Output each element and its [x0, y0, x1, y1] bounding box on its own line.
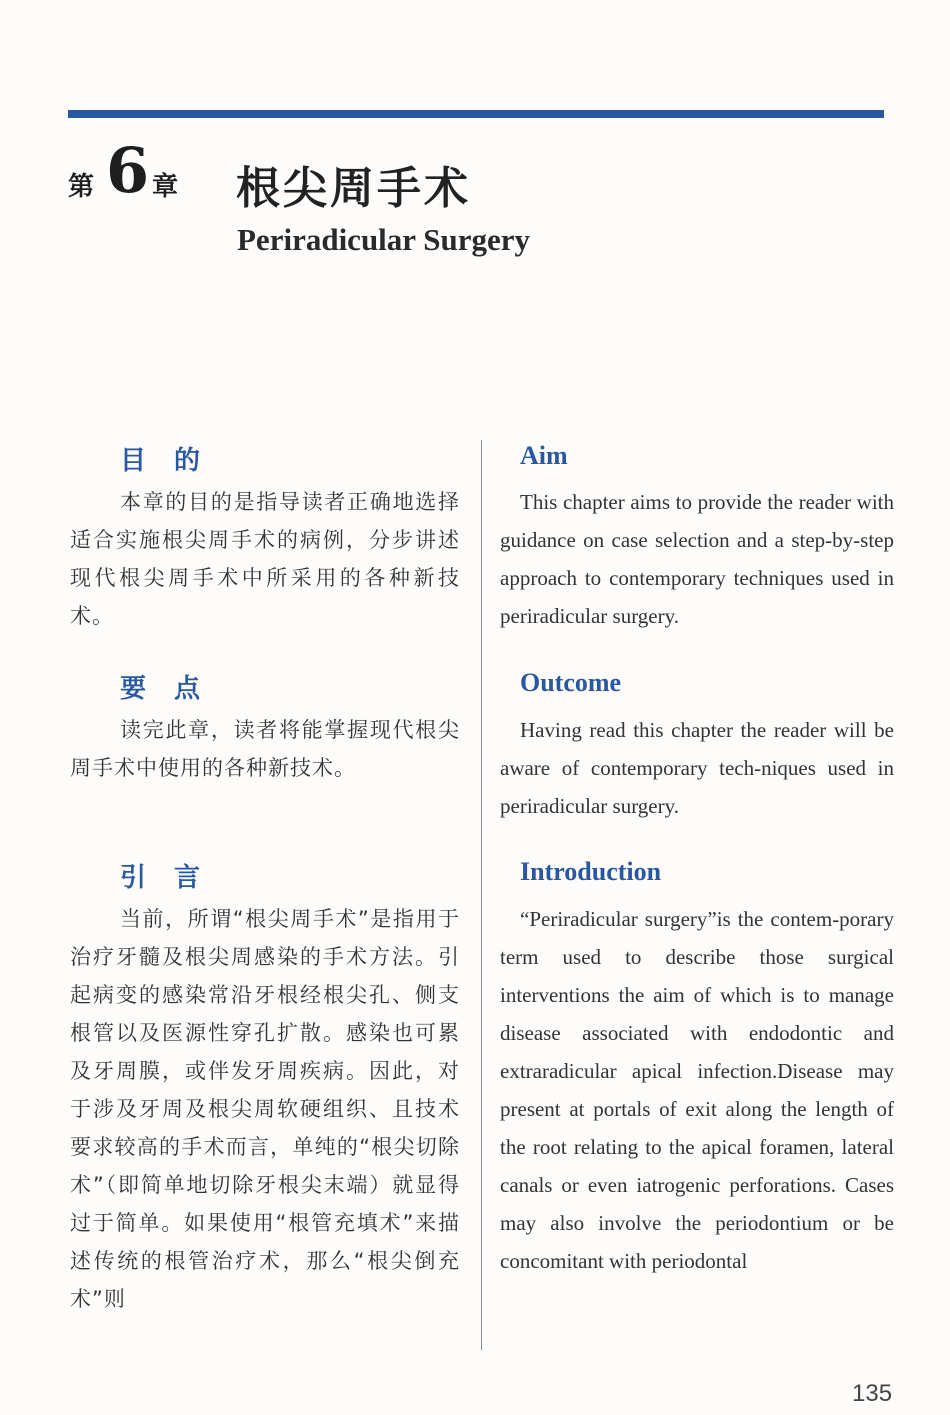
aim-body-cn: 本章的目的是指导读者正确地选择适合实施根尖周手术的病例，分步讲述现代根尖周手术中所采用的各种新技术。 — [70, 490, 460, 628]
column-divider — [481, 440, 482, 1350]
outcome-heading-en: Outcome — [520, 668, 622, 697]
chapter-suffix: 章 — [152, 172, 179, 202]
aim-heading-en: Aim — [520, 441, 568, 470]
page-number: 135 — [852, 1380, 893, 1407]
introduction-heading-cn: 引言 — [120, 863, 229, 893]
chapter-title-en: Periradicular Surgery — [237, 222, 531, 257]
outcome-body-en: Having read this chapter the reader will be aware of contemporary tech-niques used in periradicular surgery. — [500, 718, 894, 818]
chapter-top-rule — [68, 110, 884, 118]
chapter-number: 6 — [106, 134, 150, 207]
chapter-header — [68, 134, 868, 230]
introduction-body-en: “Periradicular surgery”is the contem-porary term used to describe those surgical interventions the aim of which is to manage disease associated with endodontic and extraradicular apical infection.Disease may present at portals of exit along the length of the root relating to the apical foramen, lateral canals or even iatrogenic perforations. Cases may also involve the periodontium or be concomitant with periodontal — [500, 907, 894, 1273]
chapter-title-cn: 根尖周手术 — [236, 163, 471, 214]
chapter-prefix: 第 — [68, 172, 95, 202]
outcome-body-cn: 读完此章，读者将能掌握现代根尖周手术中使用的各种新技术。 — [70, 718, 460, 780]
aim-body-en: This chapter aims to provide the reader with guidance on case selection and a step-by-step approach to contemporary techniques used in periradicular surgery. — [500, 490, 894, 628]
introduction-heading-en: Introduction — [520, 857, 662, 886]
outcome-heading-cn: 要点 — [120, 674, 229, 704]
aim-heading-cn: 目的 — [120, 446, 229, 476]
introduction-body-cn: 当前，所谓“根尖周手术”是指用于治疗牙髓及根尖周感染的手术方法。引起病变的感染常沿牙根经根尖孔、侧支根管以及医源性穿孔扩散。感染也可累及牙周膜，或伴发牙周疾病。因此，对于涉及牙周及根尖周软硬组织、且技术要求较高的手术而言，单纯的“根尖切除术”（即简单地切除牙根尖末端）就显得过于简单。如果使用“根管充填术”来描述传统的根管治疗术，那么“根尖倒充术”则 — [70, 907, 460, 1311]
